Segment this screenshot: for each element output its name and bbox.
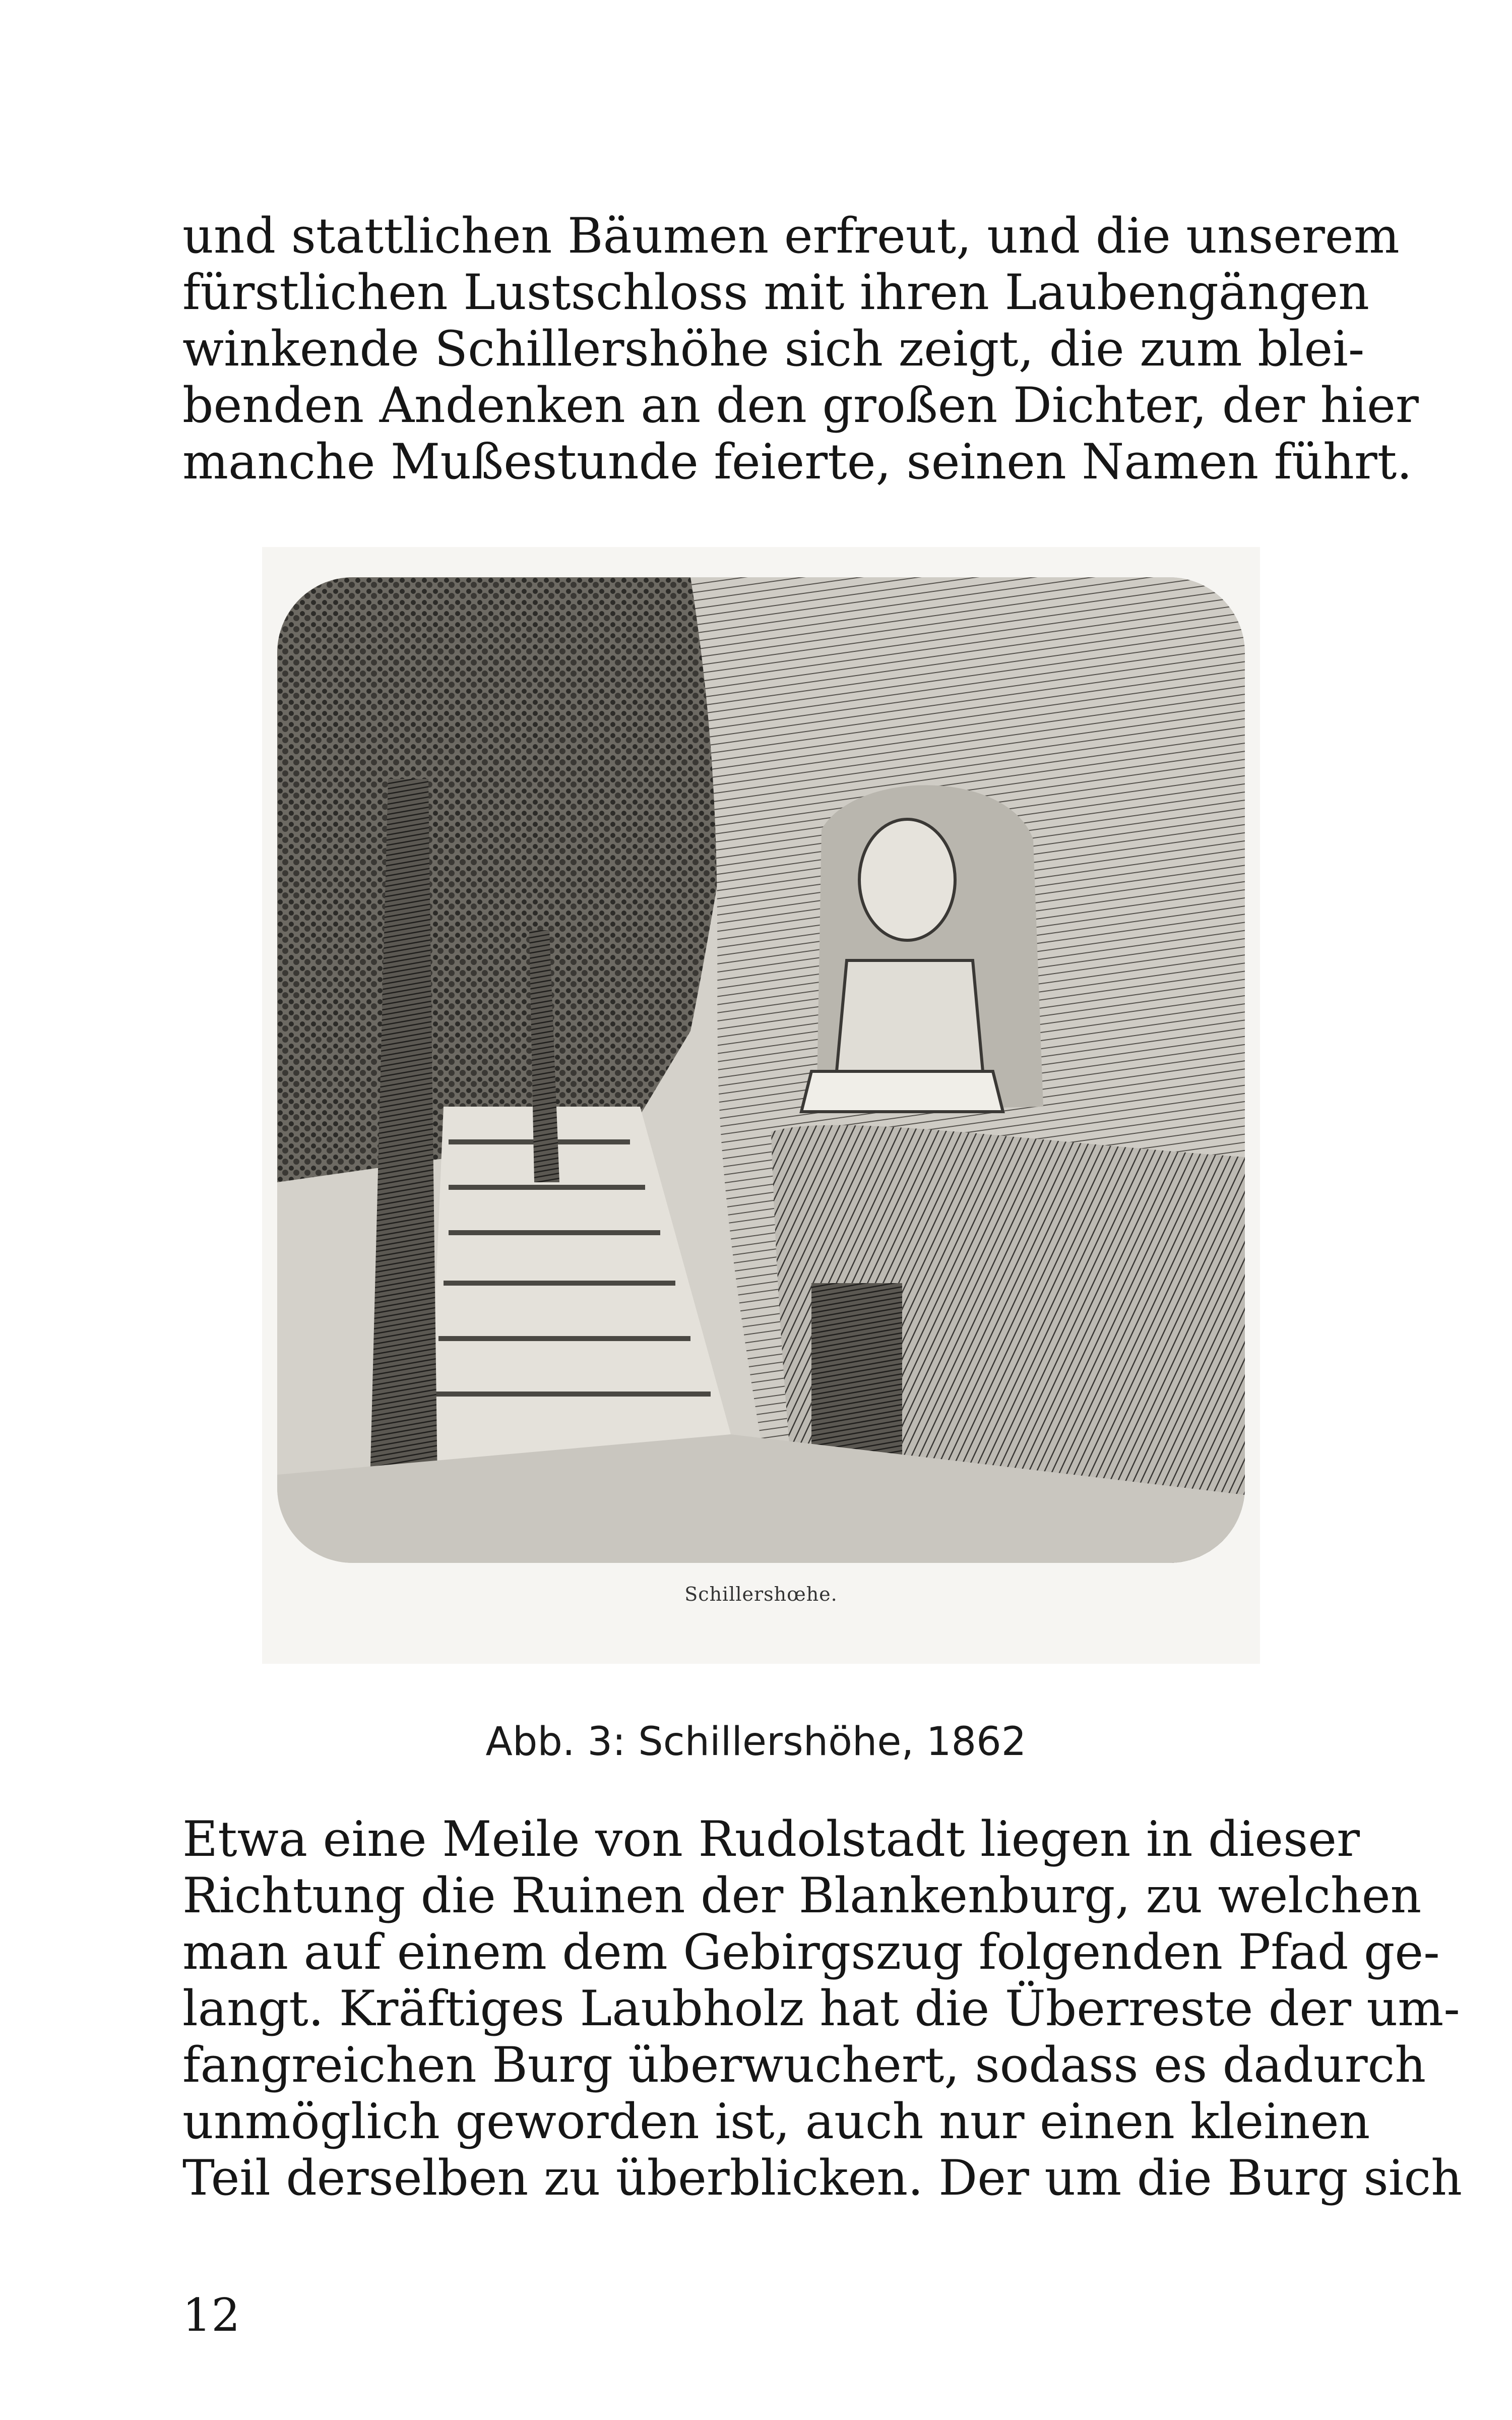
- body-paragraph: [182, 1811, 1463, 2206]
- text-line: man auf einem dem Gebirgszug folgenden Pfad ge-: [182, 1924, 1440, 1980]
- text-line: fangreichen Burg überwuchert, sodass es dadurch: [182, 2037, 1426, 2093]
- figure: [262, 547, 1260, 1664]
- plate-label: Schillershœhe.: [684, 1583, 838, 1605]
- text-line: unmöglich geworden ist, auch nur einen kleinen: [182, 2093, 1370, 2150]
- figure-caption: Abb. 3: Schillershöhe, 1862: [485, 1719, 1027, 1765]
- text-line: Etwa eine Meile von Rudolstadt liegen in dieser: [182, 1811, 1360, 1867]
- schillershoehe-engraving: [277, 577, 1245, 1563]
- text-line: Richtung die Ruinen der Blankenburg, zu welchen: [182, 1867, 1422, 1924]
- text-line: winkende Schillershöhe sich zeigt, die zum blei-: [182, 321, 1365, 377]
- text-line: langt. Kräftiges Laubholz hat die Überreste der um-: [182, 1980, 1460, 2037]
- body-paragraph: [182, 208, 1419, 490]
- text-line: und stattlichen Bäumen erfreut, und die unserem: [182, 208, 1400, 264]
- text-line: fürstlichen Lustschloss mit ihren Laubengängen: [182, 264, 1369, 321]
- text-line: benden Andenken an den großen Dichter, der hier: [182, 377, 1419, 434]
- text-line: Teil derselben zu überblicken. Der um die Burg sich: [182, 2150, 1463, 2206]
- page-number: 12: [182, 2289, 240, 2342]
- text-line: manche Mußestunde feierte, seinen Namen führt.: [182, 434, 1412, 490]
